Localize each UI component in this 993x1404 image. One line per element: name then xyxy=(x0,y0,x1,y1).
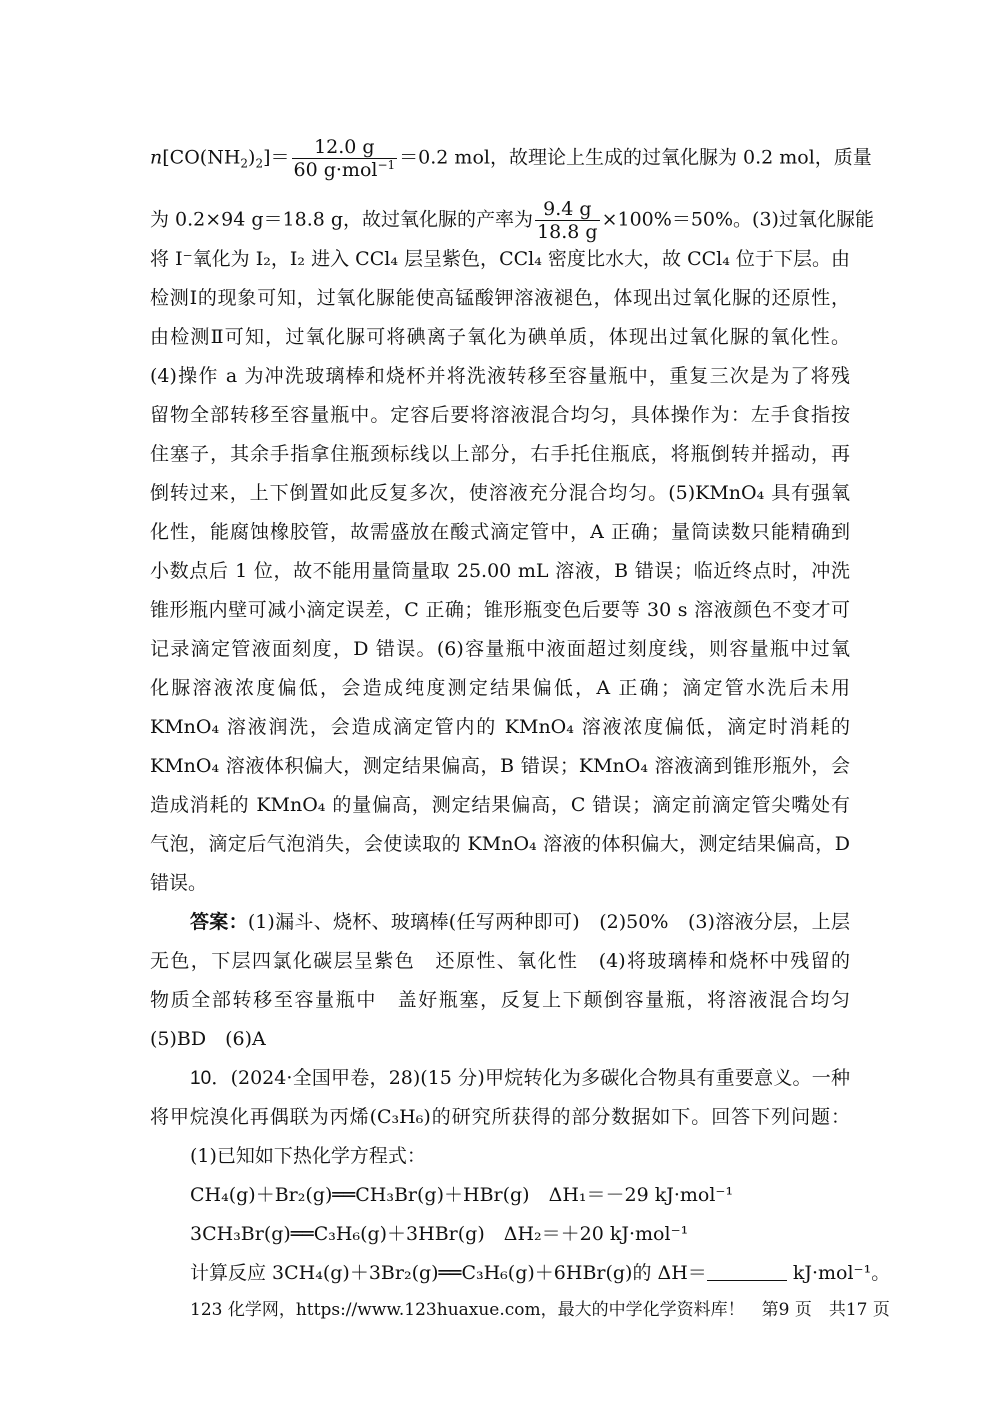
explanation-text: ×100%＝50%。(3)过氧化脲能 xyxy=(601,208,874,231)
page-footer: 123 化学网，https://www.123huaxue.com，最大的中学化学资料库！ 第9 页 共17 页 xyxy=(190,1300,890,1320)
fraction-numerator: 12.0 g xyxy=(292,136,398,159)
explanation-text: ＝0.2 mol，故理论上生成的过氧化脲为 0.2 mol，质量 xyxy=(399,146,872,169)
answer-line-2: 无色，下层四氯化碳层呈紫色 还原性、氧化性 (4)将玻璃棒和烧杯中残留的 xyxy=(150,950,850,972)
question-10-line-3: (1)已知如下热化学方程式： xyxy=(190,1145,426,1167)
explanation-text: 为 0.2×94 g＝18.8 g，故过氧化脲的产率为 xyxy=(150,208,534,231)
answer-text: (1)漏斗、烧杯、玻璃棒(任写两种即可) (2)50% (3)溶液分层，上层 xyxy=(247,911,850,933)
answer-line-3: 物质全部转移至容量瓶中 盖好瓶塞，反复上下颠倒容量瓶，将溶液混合均匀 xyxy=(150,989,850,1011)
answer-line-4: (5)BD (6)A xyxy=(150,1028,266,1050)
question-text: (2024·全国甲卷，28)(15 分)甲烷转化为多碳化合物具有重要意义。一种 xyxy=(230,1067,850,1089)
answer-blank[interactable] xyxy=(707,1262,787,1281)
fraction-numerator: 9.4 g xyxy=(535,198,600,221)
fraction-yield xyxy=(535,198,600,243)
explanation-line-2 xyxy=(150,198,874,243)
fraction-denominator: 18.8 g xyxy=(537,221,598,243)
formula-text: [CO(NH xyxy=(162,146,241,169)
formula-text: ) xyxy=(248,146,256,169)
explanation-line-12: 锥形瓶内壁可减小滴定误差，C 正确；锥形瓶变色后要等 30 s 溶液颜色不变才可 xyxy=(150,599,850,621)
explanation-line-13: 记录滴定管液面刻度，D 错误。(6)容量瓶中液面超过刻度线，则容量瓶中过氧 xyxy=(150,638,850,660)
explanation-line-11: 小数点后 1 位，故不能用量筒量取 25.00 mL 溶液，B 错误；临近终点时，冲洗 xyxy=(150,560,850,582)
explanation-line-9: 倒转过来，上下倒置如此反复多次，使溶液充分混合均匀。(5)KMnO₄ 具有强氧 xyxy=(150,482,850,504)
thermo-equation-2: 3CH₃Br(g)══C₃H₆(g)＋3HBr(g) ΔH₂＝＋20 kJ·mol⁻¹ xyxy=(190,1223,689,1245)
explanation-line-8: 住塞子，其余手指拿住瓶颈标线以上部分，右手托住瓶底，将瓶倒转并摇动，再 xyxy=(150,443,850,465)
answer-label: 答案： xyxy=(190,911,248,933)
formula-text: ]＝ xyxy=(263,146,290,169)
explanation-line-16: KMnO₄ 溶液体积偏大，测定结果偏高，B 错误；KMnO₄ 溶液滴到锥形瓶外，会 xyxy=(150,755,850,777)
explanation-line-4: 检测Ⅰ的现象可知，过氧化脲能使高锰酸钾溶液褪色，体现出过氧化脲的还原性， xyxy=(150,287,850,309)
explanation-line-18: 气泡，滴定后气泡消失，会使读取的 KMnO₄ 溶液的体积偏大，测定结果偏高，D xyxy=(150,833,850,855)
explanation-line-10: 化性，能腐蚀橡胶管，故需盛放在酸式滴定管中，A 正确；量筒读数只能精确到 xyxy=(150,521,850,543)
question-number: 10． xyxy=(190,1068,231,1089)
question-10-line-2: 将甲烷溴化再偶联为丙烯(C₃H₆)的研究所获得的部分数据如下。回答下列问题： xyxy=(150,1106,850,1128)
explanation-line-7: 留物全部转移至容量瓶中。定容后要将溶液混合均匀，具体操作为：左手食指按 xyxy=(150,404,850,426)
calculation-text: 计算反应 3CH₄(g)＋3Br₂(g)══C₃H₆(g)＋6HBr(g)的 ΔH＝ xyxy=(190,1262,707,1284)
explanation-line-5: 由检测Ⅱ可知，过氧化脲可将碘离子氧化为碘单质，体现出过氧化脲的氧化性。 xyxy=(150,326,850,348)
fraction-denominator: 60 g·mol$^{-1}$ xyxy=(293,158,396,181)
explanation-line-17: 造成消耗的 KMnO₄ 的量偏高，测定结果偏高，C 错误；滴定前滴定管尖嘴处有 xyxy=(150,794,850,816)
explanation-line-15: KMnO₄ 溶液润洗，会造成滴定管内的 KMnO₄ 溶液浓度偏低，滴定时消耗的 xyxy=(150,716,850,738)
calculation-line xyxy=(190,1261,891,1285)
explanation-line-1: $n[CO(NH_2)_2]=$ $\frac{12.0 g}{60 g\cdot mol^{-1}}$ ＝0.2 mol，故理论上生成的过氧化脲为 0.2 mol，质量 xyxy=(150,136,872,181)
question-10-line-1 xyxy=(190,1066,850,1091)
explanation-line-19: 错误。 xyxy=(150,872,208,894)
explanation-line-3: 将 I⁻氧化为 I₂，I₂ 进入 CCl₄ 层呈紫色，CCl₄ 密度比水大，故 CCl₄ 位于下层。由 xyxy=(150,248,850,270)
explanation-line-6: (4)操作 a 为冲洗玻璃棒和烧杯并将洗液转移至容量瓶中，重复三次是为了将残 xyxy=(150,365,850,387)
explanation-line-14: 化脲溶液浓度偏低，会造成纯度测定结果偏低，A 正确；滴定管水洗后未用 xyxy=(150,677,850,699)
thermo-equation-1: CH₄(g)＋Br₂(g)══CH₃Br(g)＋HBr(g) ΔH₁＝－29 kJ·mol⁻¹ xyxy=(190,1184,734,1206)
fraction-mass-over-molar xyxy=(292,136,398,181)
calculation-unit: kJ·mol⁻¹。 xyxy=(786,1262,891,1284)
answer-line-1 xyxy=(190,910,850,934)
